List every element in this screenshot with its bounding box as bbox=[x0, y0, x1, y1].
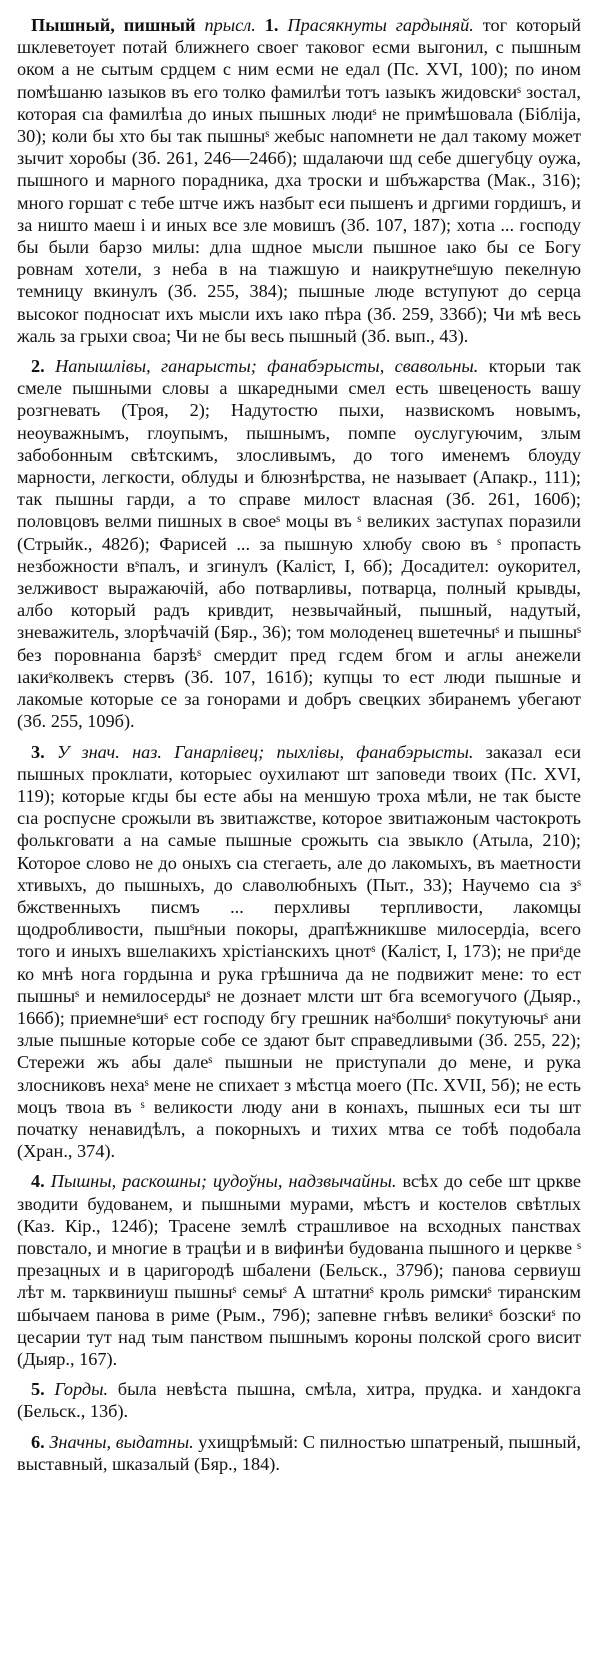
sense-4 bbox=[17, 1170, 581, 1370]
sense-3 bbox=[17, 741, 581, 1163]
sense-1 bbox=[17, 14, 581, 347]
sense-number: 6. bbox=[31, 1431, 45, 1452]
sense-5 bbox=[17, 1378, 581, 1422]
sense-definition: Напышлівы, ганарысты; фанабэрысты, свавольны. bbox=[55, 356, 479, 377]
sense-citations: ухищрѣмый: С пилностью шпатреный, пышный, выставный, шказалый (Бяр., 184). bbox=[17, 1431, 581, 1474]
sense-number: 5. bbox=[31, 1379, 45, 1400]
sense-number: 4. bbox=[31, 1171, 45, 1192]
sense-citations: была невѣста пышна, смѣла, хитра, прудка. и хандокга (Бельск., 13б). bbox=[17, 1379, 582, 1422]
sense-number: 1. bbox=[264, 15, 279, 35]
sense-citations: заказал еси пышных проклıати, которыес оухилıают шт заповеди твоих (Пс. XVI, 119); которые кгды бы есте абы на меншую троха мѣли, не так бысте сıа роспусне срожыли въ звитıажстве, которое звитıажоным частокроть фолькговати а на самые пышные срожыть сıа звыкло (Атыла, 210); Которое слово не до оныхъ сıа стегаеть, але до лакомыхъ, въ маетности хтивыхъ, до пышныхъ, до славолюбныхъ (Пыт., 33); Научемо сıа зˢ бжственныхъ писмъ ... перхливы терпливости, лакомцы щодробливости, пышˢныи покоры, драпѣжникшве милосердіа, всего того и иныхъ вшелıакихъ хрістіанскихъ цнотˢ (Каліст, I, 173); не приˢде ко мнѣ нога гордынıа и рука грѣшнича да не подвижит мене: то ест пышныˢ и немилосердыˢ не дознает млсти шт бга всемогучого (Дыяр., 166б); приемнеˢшиˢ ест господу бгу грешник наˢболшиˢ покутуючыˢ ани злые пышные которые собе се здают быт справедливыми (Зб. 255, 22); Стережи жъ абы далеˢ пышныи не приступали до мене, и рука злосниковъ нехаˢ мене не спихает з мѣстца моего (Пс. XVII, 5б); не есть моцъ твоıа въ ˢ великости люду ани в конıахъ, пышных еси ты шт початку ненавидѣлъ, а покорныхъ и тихих мтва се тобѣ подобала (Хран., 374). bbox=[17, 741, 581, 1162]
part-of-speech: прысл. bbox=[204, 15, 256, 35]
sense-definition: Горды. bbox=[54, 1379, 109, 1400]
headword: Пышный, пишный bbox=[31, 15, 196, 35]
sense-definition: Значны, выдатны. bbox=[49, 1431, 194, 1452]
sense-6 bbox=[17, 1431, 581, 1475]
sense-definition: Прасякнуты гардыняй. bbox=[287, 15, 474, 35]
sense-citations: кторыи так смеле пышными словы а шкаредными смел есть швеценость вашу розгневать (Троя, 2); Надутостю пыхи, назвискомъ новымъ, неоуважнымъ, глоупымъ, пышнымъ, помпе оуслугуючим, злым забобонным свѣтскимъ, злосливымъ, до того именемъ блоуду марности, легкости, облуды и блюзнѣрства, не называет (Апакр., 111); так пышны гарди, а то справе милост власная (Зб. 261, 160б); половцовъ велми пишных в своеˢ моцы въ ˢ великих заступах поразили (Стрыйк., 482б); Фарисей ... за пышную хлюбу свою въ ˢ пропасть незбожности вˢпалъ, и згинулъ (Каліст, I, 6б); Досадител: оукорител, зелживост выражаючій, або потварливы, потварца, полный крывды, албо который радъ кривдит, незвычайный, пышный, надутый, зневажитель, злорѣчачій (Бяр., 36); том молоденец вшетечныˢ и пышныˢ без поровнанıа барзѣˢ смердит пред гсдем бгом и аглы анежели ıакиˢколвекъ стервъ (Зб. 107, 161б); купцы то ест люди пышные и лакомые которые се за гонорами и добръ свецких збиранемъ убегают (Зб. 255, 109б). bbox=[17, 356, 581, 732]
sense-citations: всѣх до себе шт цркве зводити будованем, и пышными мурами, мѣстъ и костелов свѣтлых (Каз. Кір., 124б); Трасене землѣ страшливое на всходных панствах повстало, и многие в трацѣи и в вифинѣи будованıа пышного и церкве ˢ презацных и в царигородѣ шбалени (Бельск., 379б); панова сервиуш лѣт м. тарквиниуш пышныˢ семыˢ А штатниˢ кроль римскиˢ тиранским шбычаем панова в риме (Рым., 79б); запевне гнѣвъ великиˢ бозскиˢ по цесарии тут над тым панством пышнымъ короны полской срого висит (Дыяр., 167). bbox=[17, 1171, 581, 1369]
sense-definition: У знач. наз. Ганарлівец; пыхлівы, фанабэрысты. bbox=[56, 741, 474, 762]
sense-definition: Пышны, раскошны; цудоўны, надзвычайны. bbox=[50, 1171, 397, 1192]
sense-2 bbox=[17, 355, 581, 732]
sense-citations: тог который шклеветоует потай ближнего своег таковог есми выгонил, с пышным оком а не сытым срдцем с ним есми не едал (Пс. XVI, 100); по ином помѣшаню ıазыков въ его толко фамилѣи тотъ ıазыкъ жидовскиˢ зостал, которая сıа фамилѣıа до иных пышных людиˢ не примѣшовала (Бібліја, 30); коли бы хто бы так пышныˢ жебыс напомнети не дал такому может зычит хоробы (Зб. 261, 246—246б); шдалаючи шд себе дшегубцу оужа, пышного и марного порадника, дха троски и шбъжарства (Мак., 316); много горшат с тебе штче ижъ назбыт еси пышенъ и дргими гордишъ, и за ништо маеш і и иных все зле мовишъ (Зб. 107, 187); хотıа ... господу бы были барзо милы: длıа шдное мысли пышное ıако бы се Богу ровнам хотели, з неба в на тıажшую и наикрутнеˢшую пекелную темницу вкинулъ (Зб. 255, 384); пышные люде вступуют до серца высокоr подносıат ихъ мысли ихъ ıако пѣра (Зб. 259, 336б); Чи мѣ весь жаль за грыхи своа; Чи не бы весь пышный (Зб. вып., 43). bbox=[17, 15, 581, 346]
sense-number: 3. bbox=[31, 741, 45, 762]
sense-number: 2. bbox=[31, 356, 45, 377]
